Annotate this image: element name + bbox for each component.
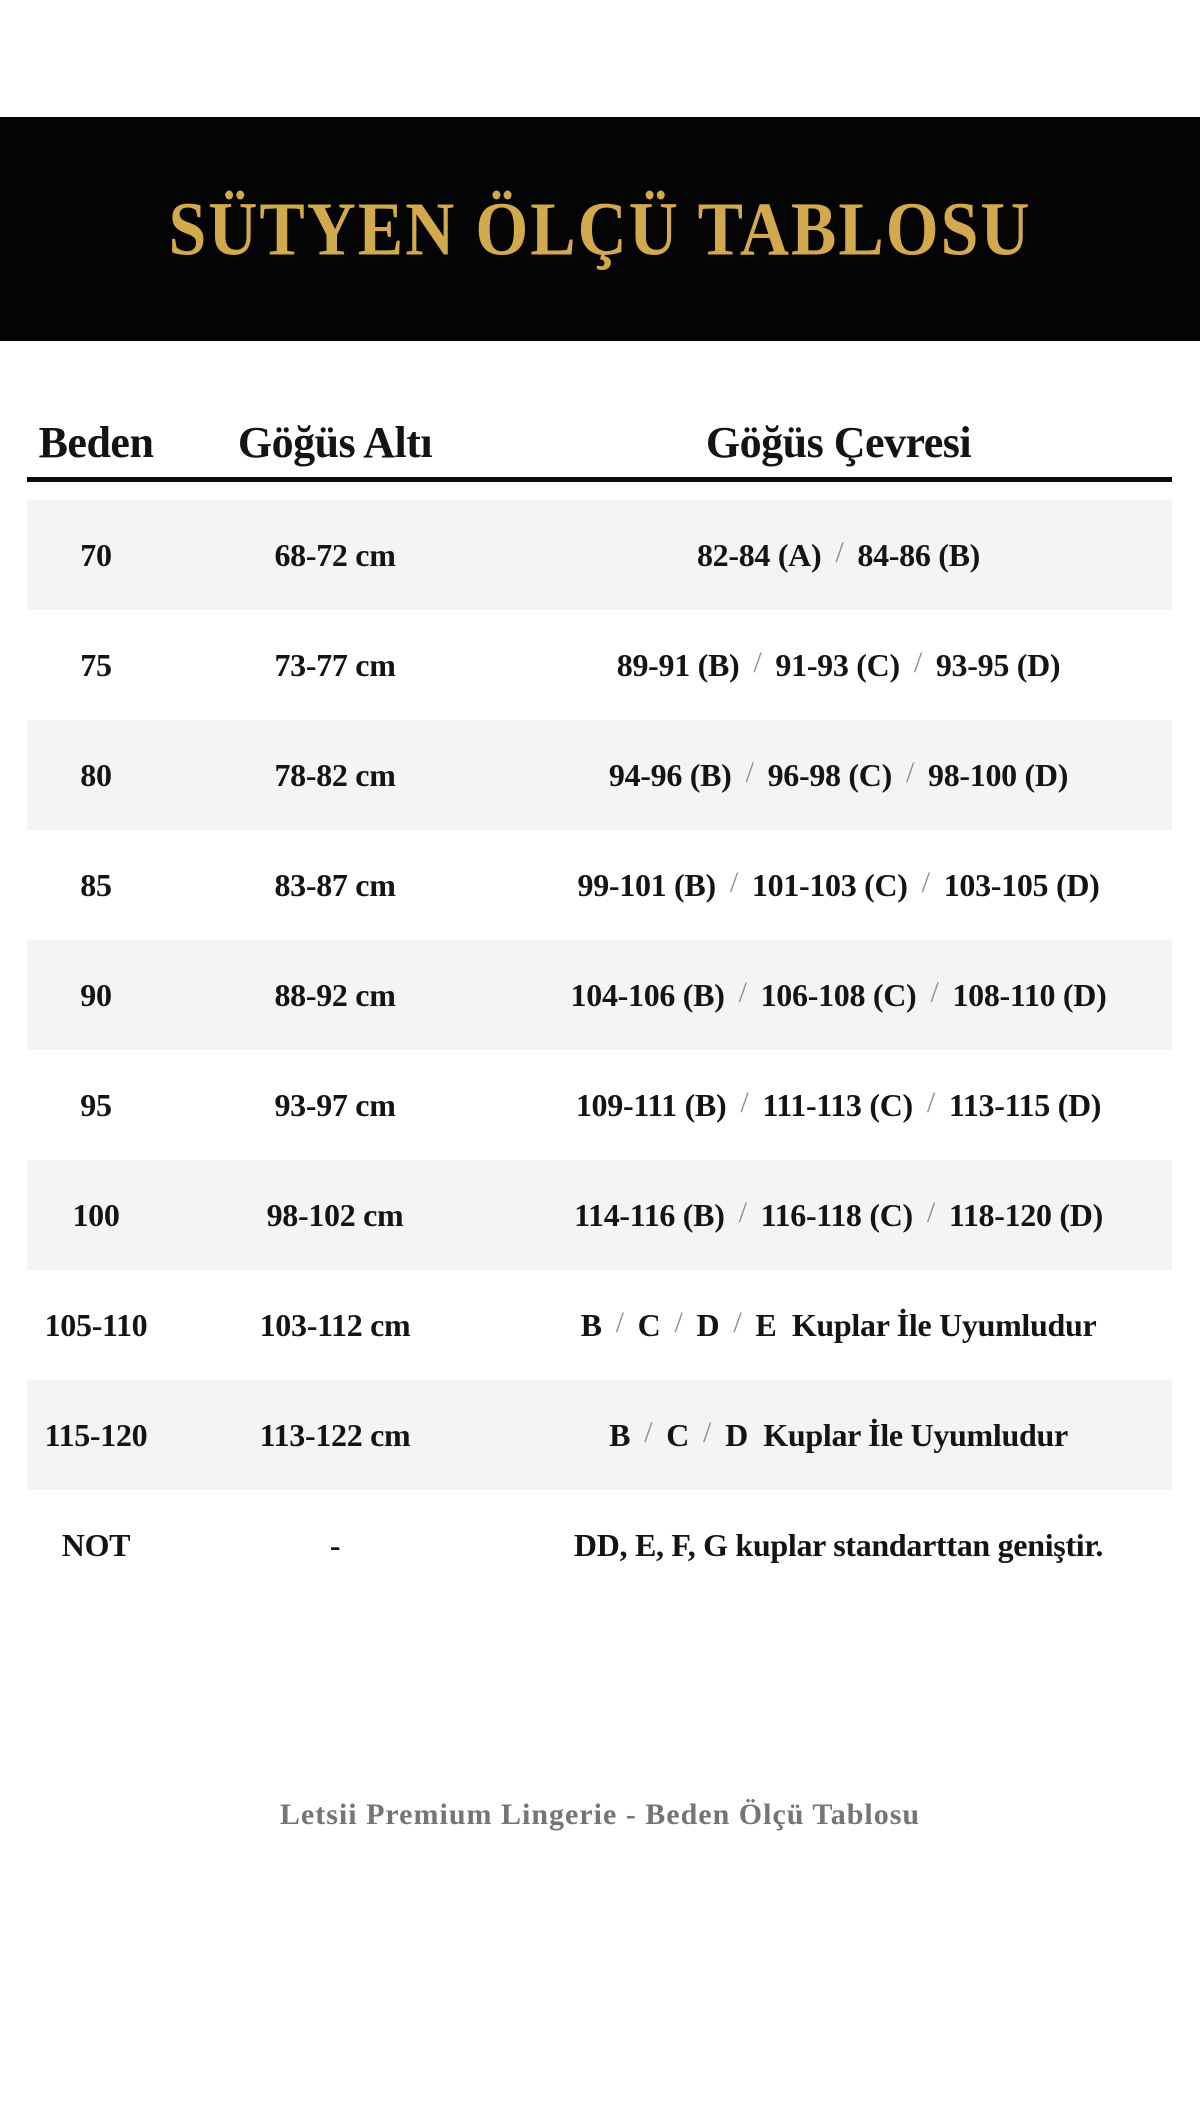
slash-separator: / (913, 646, 922, 680)
slash-separator: / (615, 1306, 624, 1340)
underbust-cell (165, 1527, 505, 1564)
underbust-cell (165, 867, 505, 904)
bust-segment: 101-103 (C) (751, 866, 908, 903)
size-cell (27, 537, 165, 574)
column-header-beden: Beden (38, 418, 154, 467)
table-row (27, 500, 1172, 610)
size-value: 80 (80, 756, 112, 793)
bust-cell (505, 757, 1172, 794)
size-value: 90 (80, 976, 112, 1013)
bust-segment: 96-98 (C) (767, 756, 892, 793)
size-value: NOT (61, 1526, 131, 1563)
table-row (27, 720, 1172, 830)
bust-segment: B (609, 1416, 631, 1453)
bust-cell (505, 647, 1172, 684)
slash-separator: / (926, 1086, 935, 1120)
bust-segment: 93-95 (D) (935, 646, 1061, 683)
bust-segment: C (637, 1306, 661, 1343)
column-header-gogus-cevresi: Göğüs Çevresi (705, 418, 972, 467)
size-cell (27, 1197, 165, 1234)
slash-separator: / (835, 536, 844, 570)
underbust-value: 98-102 cm (266, 1196, 404, 1233)
bust-segment: B (580, 1306, 602, 1343)
size-value: 100 (72, 1196, 120, 1233)
underbust-cell (165, 1087, 505, 1124)
table-row (27, 1160, 1172, 1270)
slash-separator: / (738, 976, 747, 1010)
table-row (27, 610, 1172, 720)
bust-cell (505, 1197, 1172, 1234)
underbust-value: 68-72 cm (274, 536, 396, 573)
bust-segment: 84-86 (B) (857, 536, 981, 573)
slash-separator: / (674, 1306, 683, 1340)
bust-segment: 82-84 (A) (696, 536, 822, 573)
table-row (27, 940, 1172, 1050)
bust-segment: 106-108 (C) (760, 976, 917, 1013)
title-banner (0, 117, 1200, 341)
slash-separator: / (703, 1416, 712, 1450)
bust-segment: 89-91 (B) (616, 646, 740, 683)
underbust-cell (165, 757, 505, 794)
size-cell (27, 1417, 165, 1454)
slash-separator: / (921, 866, 930, 900)
slash-separator: / (926, 1196, 935, 1230)
underbust-cell (165, 537, 505, 574)
table-row (27, 1270, 1172, 1380)
underbust-value: 73-77 cm (274, 646, 396, 683)
bust-segment: 103-105 (D) (943, 866, 1100, 903)
bust-segment: 99-101 (B) (577, 866, 716, 903)
table-header-row (27, 419, 1172, 482)
underbust-value: 88-92 cm (274, 976, 396, 1013)
table-row (27, 1050, 1172, 1160)
bust-cell (505, 977, 1172, 1014)
bust-cell (505, 867, 1172, 904)
page-title: SÜTYEN ÖLÇÜ TABLOSU (168, 185, 1032, 271)
size-chart-page (0, 117, 1200, 1832)
bust-segment: DD, E, F, G kuplar standarttan geniştir. (573, 1526, 1104, 1563)
underbust-value: 103-112 cm (259, 1306, 411, 1343)
underbust-cell (165, 1417, 505, 1454)
table-row (27, 1380, 1172, 1490)
slash-separator: / (740, 1086, 749, 1120)
bust-segment: D Kuplar İle Uyumludur (725, 1416, 1068, 1453)
size-cell (27, 1527, 165, 1564)
size-value: 115-120 (44, 1416, 148, 1453)
underbust-value: 113-122 cm (259, 1416, 411, 1453)
slash-separator: / (729, 866, 738, 900)
size-value: 105-110 (44, 1306, 148, 1343)
bust-cell (505, 1307, 1172, 1344)
bust-segment: 91-93 (C) (775, 646, 900, 683)
underbust-value: 78-82 cm (274, 756, 396, 793)
bust-segment: 109-111 (B) (575, 1086, 727, 1123)
bust-segment: 116-118 (C) (760, 1196, 913, 1233)
size-table (27, 419, 1172, 1600)
bust-segment: 94-96 (B) (608, 756, 732, 793)
underbust-cell (165, 1197, 505, 1234)
bust-segment: 98-100 (D) (928, 756, 1069, 793)
table-row (27, 1490, 1172, 1600)
bust-segment: C (666, 1416, 690, 1453)
size-value: 95 (80, 1086, 112, 1123)
underbust-cell (165, 647, 505, 684)
table-body (27, 500, 1172, 1600)
size-value: 85 (80, 866, 112, 903)
size-value: 70 (80, 536, 112, 573)
bust-cell (505, 1527, 1172, 1564)
slash-separator: / (745, 756, 754, 790)
footer (0, 1798, 1200, 1832)
bust-segment: E Kuplar İle Uyumludur (755, 1306, 1097, 1343)
size-cell (27, 757, 165, 794)
size-cell (27, 977, 165, 1014)
bust-cell (505, 537, 1172, 574)
size-value: 75 (80, 646, 112, 683)
slash-separator: / (738, 1196, 747, 1230)
underbust-value: 83-87 cm (274, 866, 396, 903)
underbust-cell (165, 977, 505, 1014)
bust-segment: 108-110 (D) (952, 976, 1107, 1013)
bust-cell (505, 1087, 1172, 1124)
size-cell (27, 1087, 165, 1124)
footer-text: Letsii Premium Lingerie - Beden Ölçü Tablosu (279, 1798, 921, 1832)
slash-separator: / (753, 646, 762, 680)
bust-segment: D (696, 1306, 720, 1343)
underbust-value: - (329, 1526, 341, 1563)
underbust-value: 93-97 cm (274, 1086, 396, 1123)
size-cell (27, 867, 165, 904)
size-cell (27, 647, 165, 684)
column-header-gogus-alti: Göğüs Altı (237, 418, 433, 467)
table-row (27, 830, 1172, 940)
slash-separator: / (733, 1306, 742, 1340)
bust-segment: 111-113 (C) (762, 1086, 913, 1123)
bust-segment: 114-116 (B) (574, 1196, 725, 1233)
slash-separator: / (905, 756, 914, 790)
bust-segment: 104-106 (B) (570, 976, 725, 1013)
slash-separator: / (930, 976, 939, 1010)
underbust-cell (165, 1307, 505, 1344)
slash-separator: / (644, 1416, 653, 1450)
bust-segment: 118-120 (D) (948, 1196, 1103, 1233)
bust-cell (505, 1417, 1172, 1454)
bust-segment: 113-115 (D) (948, 1086, 1102, 1123)
size-cell (27, 1307, 165, 1344)
